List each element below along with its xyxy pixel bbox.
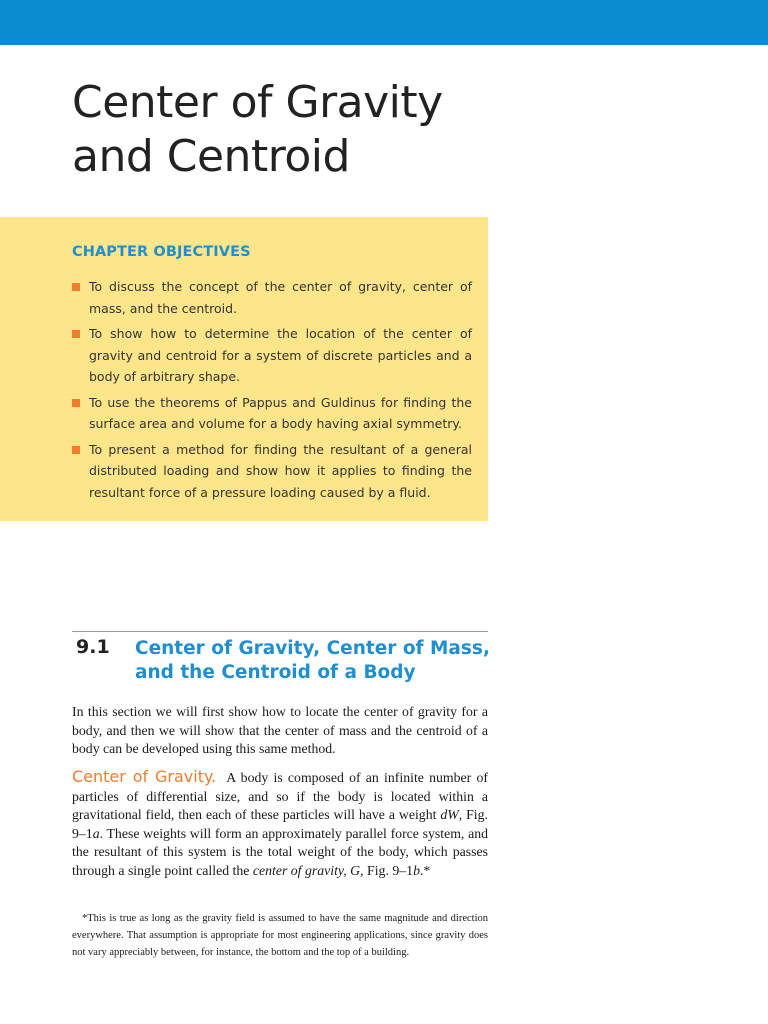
objective-text: To show how to determine the location of the center of gravity and centroid for a system of discrete particles and a body of arbitrary shape. [89, 326, 472, 384]
figure-part-label: b [413, 862, 420, 878]
square-bullet-icon [72, 283, 80, 291]
objective-item [72, 323, 472, 388]
body-text-run: . These weights will form an approximately parallel force system, and the resultant of this system is the total weight of the body, which passes through a single point called the [72, 825, 488, 878]
chapter-title-line-1: Center of Gravity [72, 77, 443, 128]
objective-item [72, 276, 472, 319]
section-title-line-1: Center of Gravity, Center of Mass, [135, 638, 490, 659]
footnote: *This is true as long as the gravity field is assumed to have the same magnitude and direction everywhere. That assumption is appropriate for most engineering applications, since gravity does not vary appreciably between, for instance, the bottom and the top of a building. [72, 913, 488, 958]
square-bullet-icon [72, 399, 80, 407]
chapter-title-line-2: and Centroid [72, 131, 350, 182]
objective-text: To use the theorems of Pappus and Guldinus for finding the surface area and volume for a body having axial symmetry. [89, 394, 472, 431]
section-title-line-2: and the Centroid of a Body [135, 662, 416, 683]
weight-symbol: dW [440, 807, 459, 823]
body-text-run: , Fig. 9–1 [72, 807, 488, 841]
body-text-run: A body is composed of an infinite number of particles of differential size, and so if the body is located within a gravitational field, then each of these particles will have a weight [72, 770, 488, 823]
defined-term: center of gravity, G [252, 862, 361, 878]
intro-paragraph: In this section we will first show how to locate the center of gravity for a body, and then we will show that the center of mass and the centroid of a body can be developed using this same method. [72, 704, 488, 757]
objective-item [72, 392, 472, 435]
body-text-run: , Fig. 9–1 [360, 862, 414, 878]
figure-part-label: a [92, 825, 100, 841]
section-title [135, 637, 490, 685]
section-divider [72, 631, 488, 632]
section-number: 9.1 [76, 636, 110, 658]
objective-text: To present a method for finding the resultant of a general distributed loading and show how it applies to finding the resultant force of a pressure loading caused by a fluid. [89, 441, 472, 500]
objectives-heading: CHAPTER OBJECTIVES [72, 244, 251, 260]
square-bullet-icon [72, 330, 80, 338]
objectives-list [72, 276, 472, 507]
objective-text: To discuss the concept of the center of gravity, center of mass, and the centroid. [89, 279, 472, 316]
chapter-title [72, 76, 443, 184]
top-color-band [0, 0, 768, 45]
body-text-run: .* [419, 862, 431, 878]
center-of-gravity-paragraph [72, 768, 488, 881]
square-bullet-icon [72, 446, 80, 454]
objective-item [72, 439, 472, 504]
center-of-gravity-heading: Center of Gravity. [72, 767, 217, 786]
